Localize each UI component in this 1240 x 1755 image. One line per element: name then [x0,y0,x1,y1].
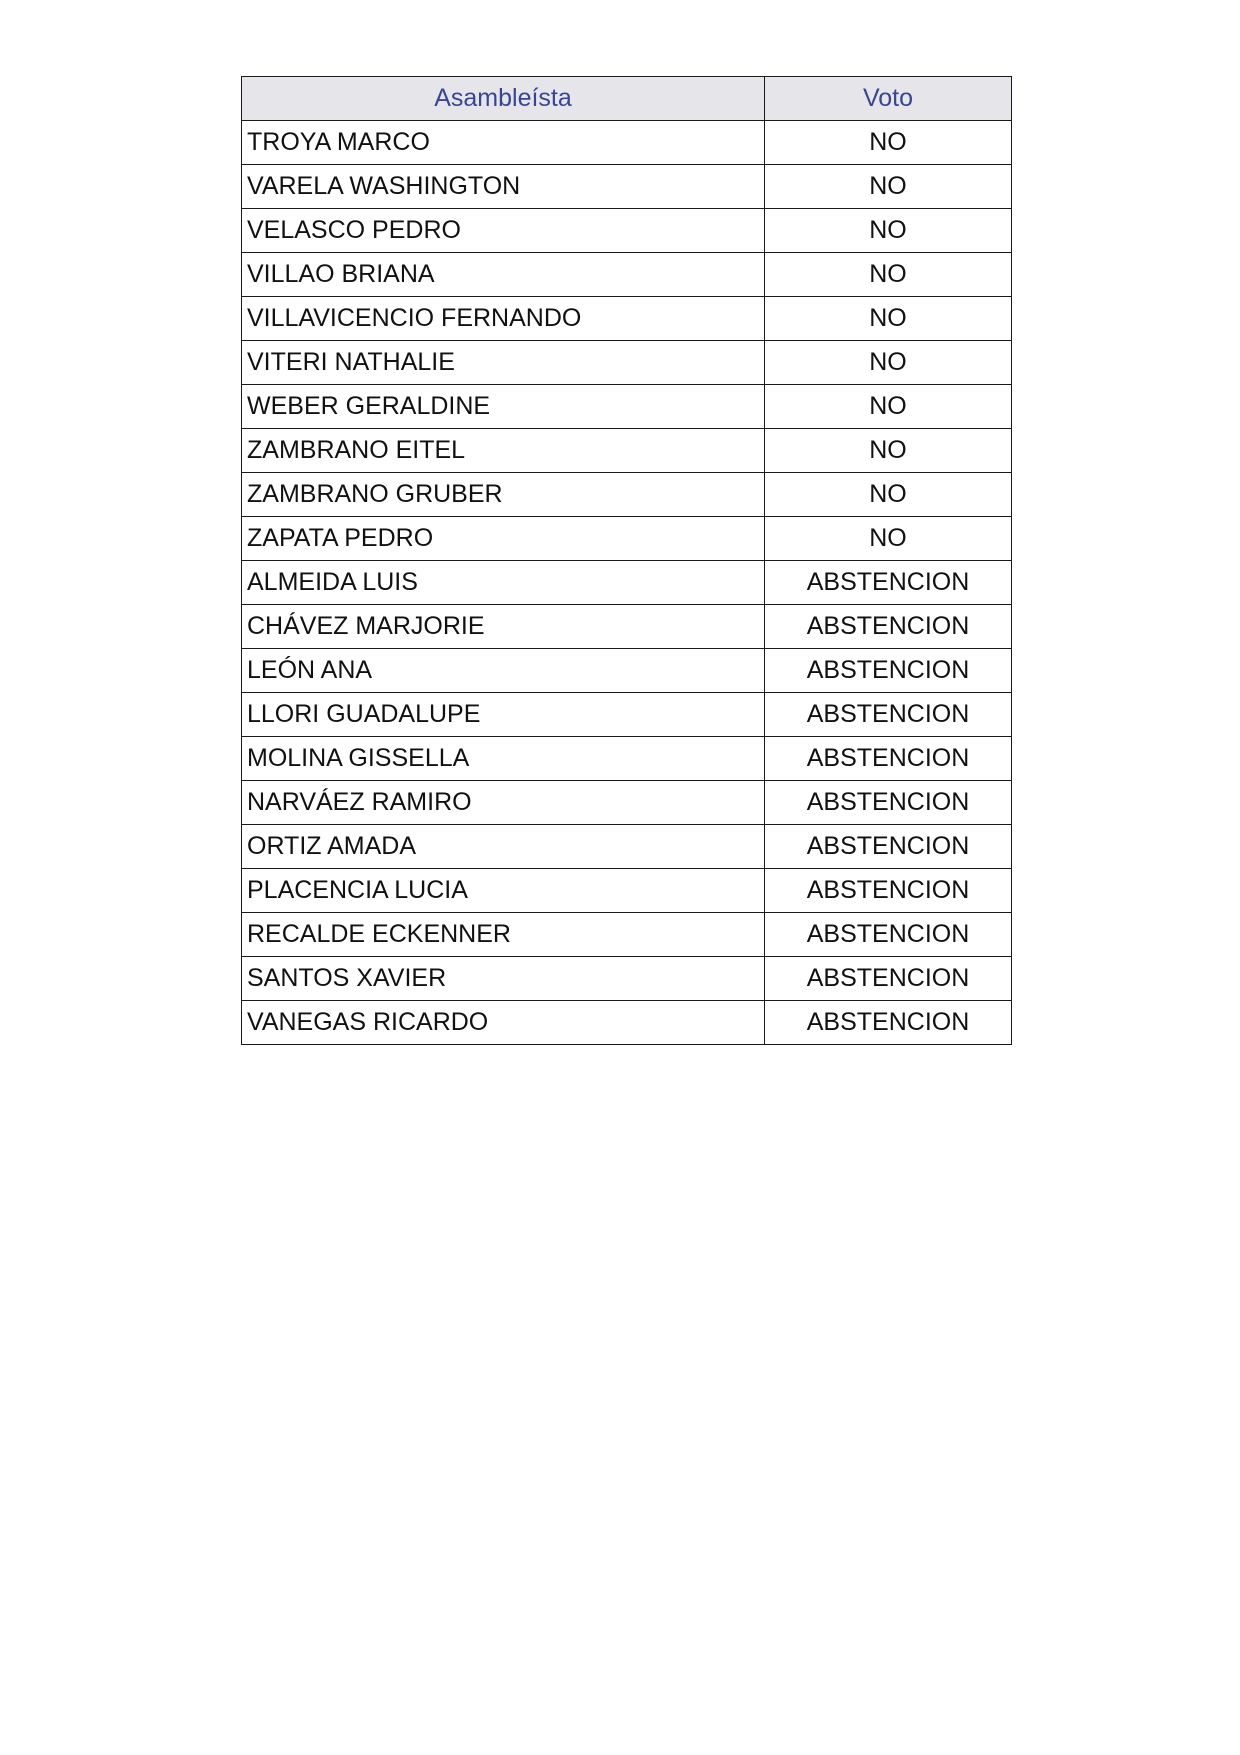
table-row [242,737,1012,781]
table-row [242,781,1012,825]
table-row [242,561,1012,605]
vote-cell: ABSTENCION [765,781,1012,825]
member-name-cell: LLORI GUADALUPE [242,693,765,737]
table-row [242,825,1012,869]
member-name-cell: NARVÁEZ RAMIRO [242,781,765,825]
table-header [242,77,1012,121]
table-row [242,429,1012,473]
vote-cell: NO [765,429,1012,473]
member-name-cell: RECALDE ECKENNER [242,913,765,957]
vote-cell: ABSTENCION [765,869,1012,913]
vote-cell: ABSTENCION [765,825,1012,869]
vote-cell: NO [765,473,1012,517]
vote-cell: NO [765,253,1012,297]
vote-cell: NO [765,121,1012,165]
header-row [242,77,1012,121]
member-name-cell: ORTIZ AMADA [242,825,765,869]
member-name-cell: SANTOS XAVIER [242,957,765,1001]
vote-table [241,76,1012,1045]
table-row [242,341,1012,385]
table-row [242,165,1012,209]
vote-cell: NO [765,297,1012,341]
table-row [242,869,1012,913]
vote-cell: NO [765,341,1012,385]
member-name-cell: VARELA WASHINGTON [242,165,765,209]
vote-cell: NO [765,517,1012,561]
table-row [242,473,1012,517]
vote-cell: NO [765,385,1012,429]
vote-cell: ABSTENCION [765,649,1012,693]
table-row [242,693,1012,737]
table-row [242,605,1012,649]
table-row [242,649,1012,693]
member-name-cell: MOLINA GISSELLA [242,737,765,781]
member-name-cell: CHÁVEZ MARJORIE [242,605,765,649]
vote-cell: ABSTENCION [765,605,1012,649]
column-header-voto: Voto [765,77,1012,121]
member-name-cell: VILLAO BRIANA [242,253,765,297]
member-name-cell: PLACENCIA LUCIA [242,869,765,913]
vote-cell: ABSTENCION [765,1001,1012,1045]
member-name-cell: ALMEIDA LUIS [242,561,765,605]
table-row [242,121,1012,165]
member-name-cell: ZAMBRANO GRUBER [242,473,765,517]
vote-cell: ABSTENCION [765,737,1012,781]
vote-cell: ABSTENCION [765,693,1012,737]
vote-cell: ABSTENCION [765,957,1012,1001]
table-row [242,957,1012,1001]
member-name-cell: VANEGAS RICARDO [242,1001,765,1045]
vote-cell: ABSTENCION [765,913,1012,957]
table-row [242,385,1012,429]
vote-cell: NO [765,165,1012,209]
member-name-cell: VILLAVICENCIO FERNANDO [242,297,765,341]
member-name-cell: ZAPATA PEDRO [242,517,765,561]
vote-cell: NO [765,209,1012,253]
table-row [242,297,1012,341]
member-name-cell: VELASCO PEDRO [242,209,765,253]
table-row [242,209,1012,253]
vote-cell: ABSTENCION [765,561,1012,605]
table-row [242,1001,1012,1045]
member-name-cell: LEÓN ANA [242,649,765,693]
member-name-cell: VITERI NATHALIE [242,341,765,385]
member-name-cell: WEBER GERALDINE [242,385,765,429]
table-row [242,517,1012,561]
table-row [242,913,1012,957]
member-name-cell: ZAMBRANO EITEL [242,429,765,473]
column-header-asambleista: Asambleísta [242,77,765,121]
table-row [242,253,1012,297]
member-name-cell: TROYA MARCO [242,121,765,165]
table-body [242,121,1012,1045]
